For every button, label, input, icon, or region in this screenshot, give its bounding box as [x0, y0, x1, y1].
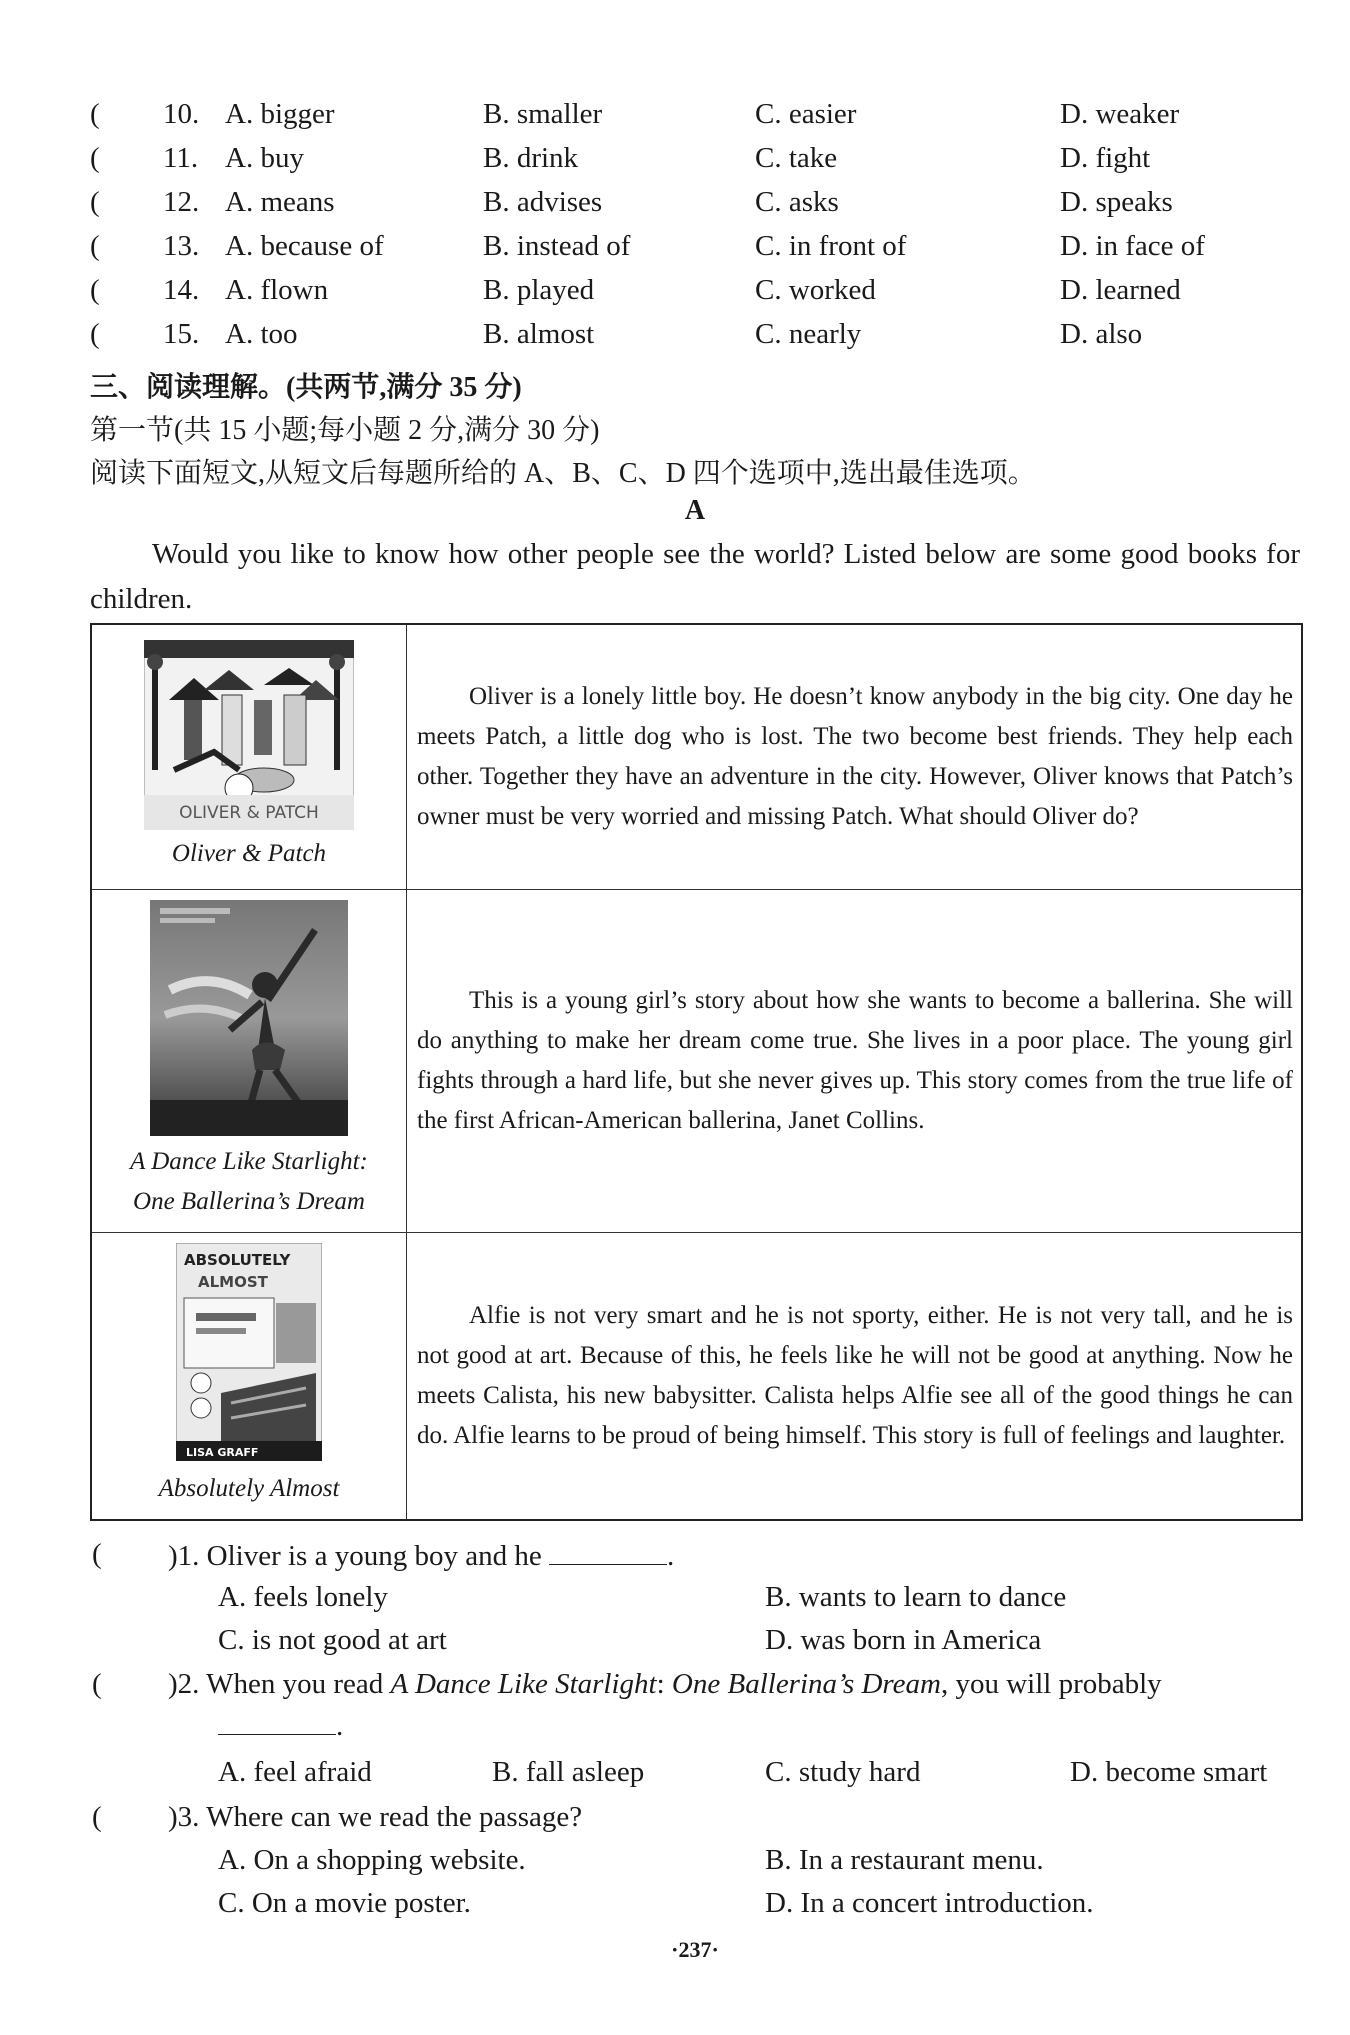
- option-c[interactable]: C. in front of: [755, 230, 907, 262]
- option-b[interactable]: B. drink: [483, 142, 579, 174]
- books-table: [90, 623, 1303, 1521]
- book-title-ref: A Dance Like Starlight: [390, 1668, 657, 1700]
- option-d[interactable]: D. learned: [1060, 274, 1181, 306]
- cover-title-text: ABSOLUTELY: [184, 1250, 291, 1269]
- answer-bracket[interactable]: (: [90, 98, 100, 130]
- question-number: 15.: [163, 318, 200, 350]
- absolutely-almost-cover-image: [176, 1243, 322, 1461]
- section-title: 三、阅读理解。(共两节,满分 35 分): [90, 372, 522, 403]
- option-d[interactable]: D. in face of: [1060, 230, 1205, 262]
- book-description-cell: [407, 889, 1303, 1232]
- option-a[interactable]: A. On a shopping website.: [218, 1844, 526, 1876]
- option-d[interactable]: D. was born in America: [765, 1624, 1042, 1656]
- option-d[interactable]: D. fight: [1060, 142, 1151, 174]
- book-caption-line1: A Dance Like Starlight:: [130, 1147, 368, 1175]
- option-a[interactable]: A. too: [225, 318, 298, 350]
- book-description: This is a young girl’s story about how she wants to become a ballerina. She will do anything to make her dream come true. She lives in a poor place. The young girl fights through a hard life, but she never gives up. This story comes from the true life of the first African-American ballerina, Janet Collins.: [417, 986, 1293, 1134]
- option-a[interactable]: A. buy: [225, 142, 304, 174]
- book-caption: Oliver & Patch: [171, 839, 327, 867]
- option-b[interactable]: B. instead of: [483, 230, 631, 262]
- answer-bracket[interactable]: (: [90, 318, 100, 350]
- svg-text:ALMOST: ALMOST: [198, 1272, 268, 1291]
- book-row: [91, 1232, 1302, 1520]
- question-end: .: [666, 1540, 675, 1572]
- book-caption: Absolutely Almost: [158, 1474, 340, 1502]
- book-cover-cell: [91, 624, 407, 889]
- question-stem: )3. Where can we read the passage?: [168, 1801, 583, 1833]
- answer-bracket[interactable]: (: [92, 1668, 102, 1700]
- question-stem: )2. When you read: [168, 1668, 384, 1700]
- option-c[interactable]: C. asks: [755, 186, 839, 218]
- dance-starlight-cover-image: [150, 900, 348, 1136]
- option-c[interactable]: C. is not good at art: [218, 1624, 447, 1656]
- option-d[interactable]: D. weaker: [1060, 98, 1180, 130]
- option-b[interactable]: B. fall asleep: [492, 1756, 645, 1788]
- answer-blank: [218, 1710, 336, 1735]
- option-a[interactable]: A. feel afraid: [218, 1756, 372, 1788]
- question-stem-tail: , you will probably: [940, 1668, 1162, 1700]
- book-description: Oliver is a lonely little boy. He doesn’t know anybody in the big city. One day he meets Patch, a little dog who is lost. The two become best friends. They help each other. Together they have an adventure in the city. However, Oliver knows that Patch’s owner must be very worried and missing Patch. What should Oliver do?: [417, 682, 1293, 830]
- option-b[interactable]: B. wants to learn to dance: [765, 1581, 1067, 1613]
- book-description: Alfie is not very smart and he is not sporty, either. He is not very tall, and he is not good at art. Because of this, he feels like he will not be good at anything. Now he meets Calista, his new babysitter. Calista helps Alfie see all of the good things he can do. Alfie learns to be proud of being himself. This story is full of feelings and laughter.: [417, 1301, 1293, 1449]
- cover-title-text: OLIVER & PATCH: [179, 802, 319, 823]
- answer-bracket[interactable]: (: [92, 1801, 102, 1833]
- question-number: 11.: [163, 142, 199, 174]
- question-end: .: [336, 1710, 344, 1742]
- answer-bracket[interactable]: (: [90, 230, 100, 262]
- answer-bracket[interactable]: (: [90, 142, 100, 174]
- page-number: ·237·: [671, 1937, 719, 1962]
- option-c[interactable]: C. worked: [755, 274, 876, 306]
- book-row: [91, 624, 1302, 889]
- book-subtitle-ref: One Ballerina’s Dream: [671, 1668, 941, 1700]
- question-stem: )1. Oliver is a young boy and he: [168, 1540, 542, 1572]
- section-part: 第一节(共 15 小题;每小题 2 分,满分 30 分): [90, 415, 600, 446]
- book-row: [91, 889, 1302, 1232]
- option-c[interactable]: C. study hard: [765, 1756, 921, 1788]
- option-b[interactable]: B. smaller: [483, 98, 603, 130]
- question-number: 14.: [163, 274, 200, 306]
- option-c[interactable]: C. On a movie poster.: [218, 1887, 471, 1919]
- book-description-cell: [407, 624, 1303, 889]
- section-instruction: 阅读下面短文,从短文后每题所给的 A、B、C、D 四个选项中,选出最佳选项。: [90, 458, 1036, 489]
- option-d[interactable]: D. become smart: [1070, 1756, 1268, 1788]
- book-cover-cell: [91, 889, 407, 1232]
- title-separator: :: [656, 1668, 665, 1700]
- book-cover-cell: [91, 1232, 407, 1520]
- answer-bracket[interactable]: (: [90, 186, 100, 218]
- question-number: 13.: [163, 230, 200, 262]
- answer-blank: [549, 1540, 667, 1565]
- oliver-patch-cover-image: [144, 640, 354, 830]
- option-d[interactable]: D. In a concert introduction.: [765, 1887, 1094, 1919]
- option-b[interactable]: B. In a restaurant menu.: [765, 1844, 1044, 1876]
- option-b[interactable]: B. advises: [483, 186, 603, 218]
- option-a[interactable]: A. flown: [225, 274, 329, 306]
- option-c[interactable]: C. nearly: [755, 318, 862, 350]
- question-number: 12.: [163, 186, 200, 218]
- option-b[interactable]: B. almost: [483, 318, 595, 350]
- option-d[interactable]: D. also: [1060, 318, 1143, 350]
- question-number: 10.: [163, 98, 200, 130]
- option-b[interactable]: B. played: [483, 274, 595, 306]
- option-d[interactable]: D. speaks: [1060, 186, 1173, 218]
- question-2-blank-line: [218, 1710, 343, 1741]
- option-c[interactable]: C. easier: [755, 98, 857, 130]
- option-c[interactable]: C. take: [755, 142, 838, 174]
- passage-intro: Would you like to know how other people see the world? Listed below are some good books for children.: [90, 538, 1300, 615]
- book-caption-line2: One Ballerina’s Dream: [133, 1187, 365, 1215]
- passage-label: A: [684, 495, 706, 526]
- option-a[interactable]: A. feels lonely: [218, 1581, 388, 1613]
- book-description-cell: [407, 1232, 1303, 1520]
- cover-author-text: LISA GRAFF: [186, 1445, 259, 1459]
- option-a[interactable]: A. means: [225, 186, 335, 218]
- answer-bracket[interactable]: (: [92, 1538, 102, 1570]
- option-a[interactable]: A. bigger: [225, 98, 335, 130]
- answer-bracket[interactable]: (: [90, 274, 100, 306]
- option-a[interactable]: A. because of: [225, 230, 384, 262]
